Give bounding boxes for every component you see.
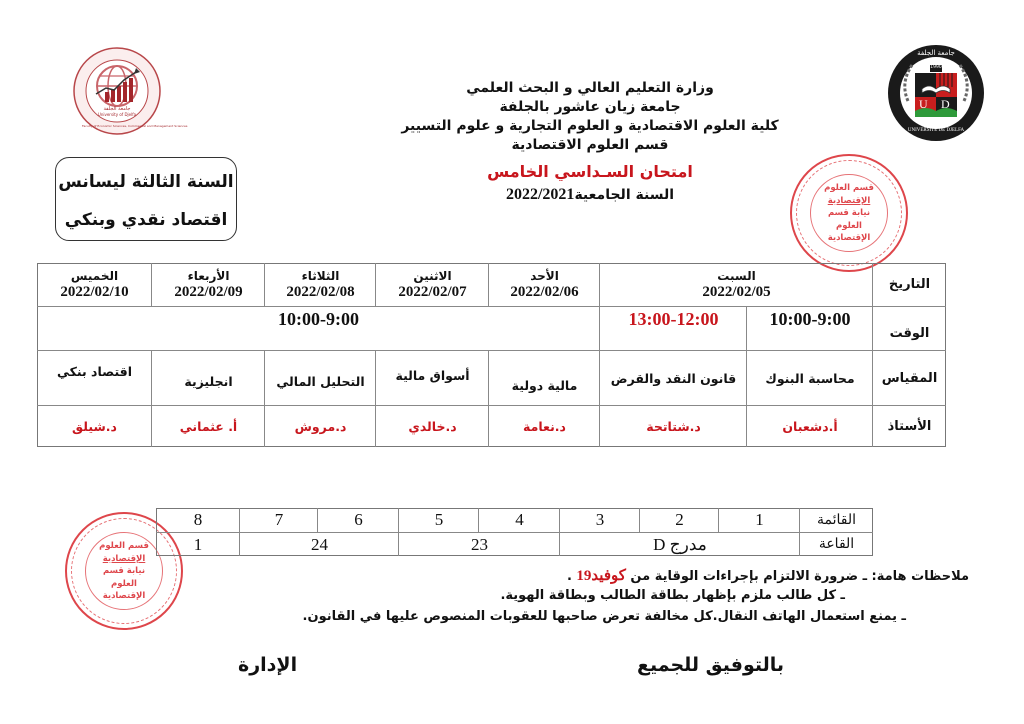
day-date: 2022/02/08 <box>286 283 355 300</box>
time-slot-text: 10:00-9:00 <box>769 309 851 329</box>
module-name: قانون النقد والقرض <box>610 371 737 386</box>
department-name: قسم العلوم الاقتصادية <box>511 137 669 153</box>
row-label-module <box>872 350 946 406</box>
time-slot-morning <box>746 306 873 350</box>
professor-cell <box>37 405 152 447</box>
time-slot-rest <box>37 306 600 350</box>
professor-cell <box>264 405 376 447</box>
professor-name: د.مروش <box>294 419 347 434</box>
note-text: ـ ضرورة الالتزام بإجراءات الوقاية من <box>625 569 868 584</box>
stamp-line: الإقتصادية <box>827 195 871 206</box>
professor-name: أ.دشعبان <box>782 419 838 434</box>
list-number: 4 <box>478 508 560 532</box>
day-name: السبت <box>717 268 756 283</box>
module-name: انجليزية <box>184 374 233 389</box>
row-label-date-text: التاريخ <box>888 277 931 292</box>
day-name: الاثنين <box>413 268 452 283</box>
stamp-line: الإقتصادية <box>102 553 146 564</box>
stamp-text <box>792 182 906 245</box>
stamp-line: الإقتصادية <box>827 233 871 243</box>
specialty-label: اقتصاد نقدي وبنكي <box>64 210 228 230</box>
room-label: القاعة <box>799 532 873 556</box>
list-number: 3 <box>559 508 640 532</box>
faculty-logo-ring-text: Faculty of Economic Sciences, Commercial and Management Sciences <box>82 124 188 128</box>
academic-year <box>380 187 800 203</box>
professor-name: أ. عثماني <box>179 419 238 434</box>
stamp-line: قسم العلوم <box>824 183 874 193</box>
day-name: الخميس <box>70 268 119 283</box>
stamp-line: الإقتصادية <box>102 591 146 601</box>
module-cell <box>599 350 747 406</box>
notes-title: ملاحظات هامة: <box>871 569 969 584</box>
good-luck-message: بالتوفيق للجميع <box>637 654 785 676</box>
room-allocation-table <box>156 508 873 556</box>
faculty-logo-caption: جامعة الجلفة <box>103 106 131 112</box>
note-covid-highlight: كوفيد19 <box>576 568 626 584</box>
academic-year-label: السنة الجامعية <box>574 187 674 203</box>
day-name: الثلاثاء <box>301 268 340 283</box>
academic-year-value: 2022/2021 <box>505 186 575 203</box>
module-name: أسواق مالية <box>395 368 470 383</box>
department-stamp-top <box>790 154 908 272</box>
day-name: الأحد <box>530 268 559 283</box>
professor-name: د.خالدي <box>408 419 457 434</box>
professor-name: د.شيلق <box>72 419 117 434</box>
university-logo-letter-d: D <box>941 97 950 111</box>
stamp-line: قسم العلوم <box>99 541 149 551</box>
module-cell <box>375 350 489 406</box>
row-label-time-text: الوقت <box>889 326 930 341</box>
list-label: القائمة <box>799 508 873 532</box>
professor-name: د.نعامة <box>523 419 566 434</box>
day-header-wednesday <box>151 263 265 306</box>
list-number: 8 <box>193 510 203 529</box>
module-cell <box>151 350 265 406</box>
level-label: السنة الثالثة ليسانس <box>58 172 234 192</box>
time-slot-noon <box>599 306 747 350</box>
note-text: ـ كل طالب ملزم بإظهار بطاقة الطالب وبطاقة الهوية. <box>500 588 845 603</box>
time-slot-text: 13:00-12:00 <box>628 309 719 329</box>
module-name: محاسبة البنوك <box>765 371 855 386</box>
day-header-tuesday <box>264 263 376 306</box>
university-logo-year: 1990 <box>930 65 942 70</box>
module-name: اقتصاد بنكي <box>56 364 133 379</box>
row-label-module-text: المقياس <box>881 371 938 386</box>
professor-cell <box>375 405 489 447</box>
university-logo-letter-u: U <box>919 97 928 111</box>
stamp-line: نيابة قسم <box>827 208 871 218</box>
notes-line-1 <box>567 566 969 585</box>
day-date: 2022/02/10 <box>60 283 129 300</box>
module-cell <box>746 350 873 406</box>
day-header-monday <box>375 263 489 306</box>
room-assignment: 24 <box>239 532 399 556</box>
day-name: الأربعاء <box>187 268 230 283</box>
faculty-logo-caption-en: University of Djelfa <box>97 112 137 117</box>
exam-schedule-table <box>37 263 946 447</box>
row-label-professor-text: الأستاذ <box>887 419 932 434</box>
module-cell <box>264 350 376 406</box>
module-cell <box>37 350 152 406</box>
faculty-logo <box>72 46 188 136</box>
day-date: 2022/02/09 <box>174 283 243 300</box>
day-date: 2022/02/07 <box>398 283 467 300</box>
stamp-line: العلوم <box>836 220 862 231</box>
professor-cell <box>151 405 265 447</box>
notes-line-3 <box>303 609 906 624</box>
university-logo-bottom-text: UNIVERSITÉ DE DJELFA <box>907 128 965 133</box>
level-box <box>55 157 237 241</box>
stamp-line: نيابة قسم <box>102 566 146 576</box>
room-assignment: 23 <box>398 532 560 556</box>
ministry-title: وزارة التعليم العالي و البحث العلمي <box>466 80 714 96</box>
notes-line-2 <box>500 588 845 603</box>
module-name: مالية دولية <box>511 378 578 393</box>
list-number: 7 <box>239 508 318 532</box>
day-date: 2022/02/05 <box>702 283 771 300</box>
time-slot-text: 10:00-9:00 <box>278 309 359 329</box>
module-name: التحليل المالي <box>276 374 365 389</box>
note-end: . <box>566 569 577 584</box>
day-header-saturday <box>599 263 873 306</box>
list-number: 6 <box>317 508 399 532</box>
university-logo <box>886 43 986 143</box>
module-cell <box>488 350 600 406</box>
day-header-sunday <box>488 263 600 306</box>
list-number: 5 <box>398 508 479 532</box>
administration-signature: الإدارة <box>238 654 298 676</box>
university-logo-top-text: جامعة الجلفة <box>917 49 955 57</box>
list-number: 2 <box>639 508 719 532</box>
university-name: جامعة زيان عاشور بالجلفة <box>499 99 681 115</box>
professor-name: د.شتاتحة <box>646 419 701 434</box>
row-label-date <box>872 263 946 306</box>
note-text: ـ يمنع استعمال الهاتف النقال.كل مخالفة تعرض صاحبها للعقوبات المنصوص عليها في القانون. <box>302 609 906 624</box>
day-date: 2022/02/06 <box>510 283 579 300</box>
exam-title: امتحان السـداسي الخامس <box>487 162 693 181</box>
stamp-line: العلوم <box>111 578 137 589</box>
row-label-professor <box>872 405 946 447</box>
faculty-logo-emblem <box>72 46 188 136</box>
professor-cell <box>746 405 873 447</box>
row-label-time <box>872 306 946 350</box>
list-number: 1 <box>718 508 800 532</box>
professor-cell <box>488 405 600 447</box>
faculty-name: كلية العلوم الاقتصادية و العلوم التجارية و علوم التسيير <box>401 118 779 134</box>
day-header-thursday <box>37 263 152 306</box>
room-assignment: 1 <box>156 532 240 556</box>
professor-cell <box>599 405 747 447</box>
room-assignment: مدرج D <box>559 532 800 556</box>
